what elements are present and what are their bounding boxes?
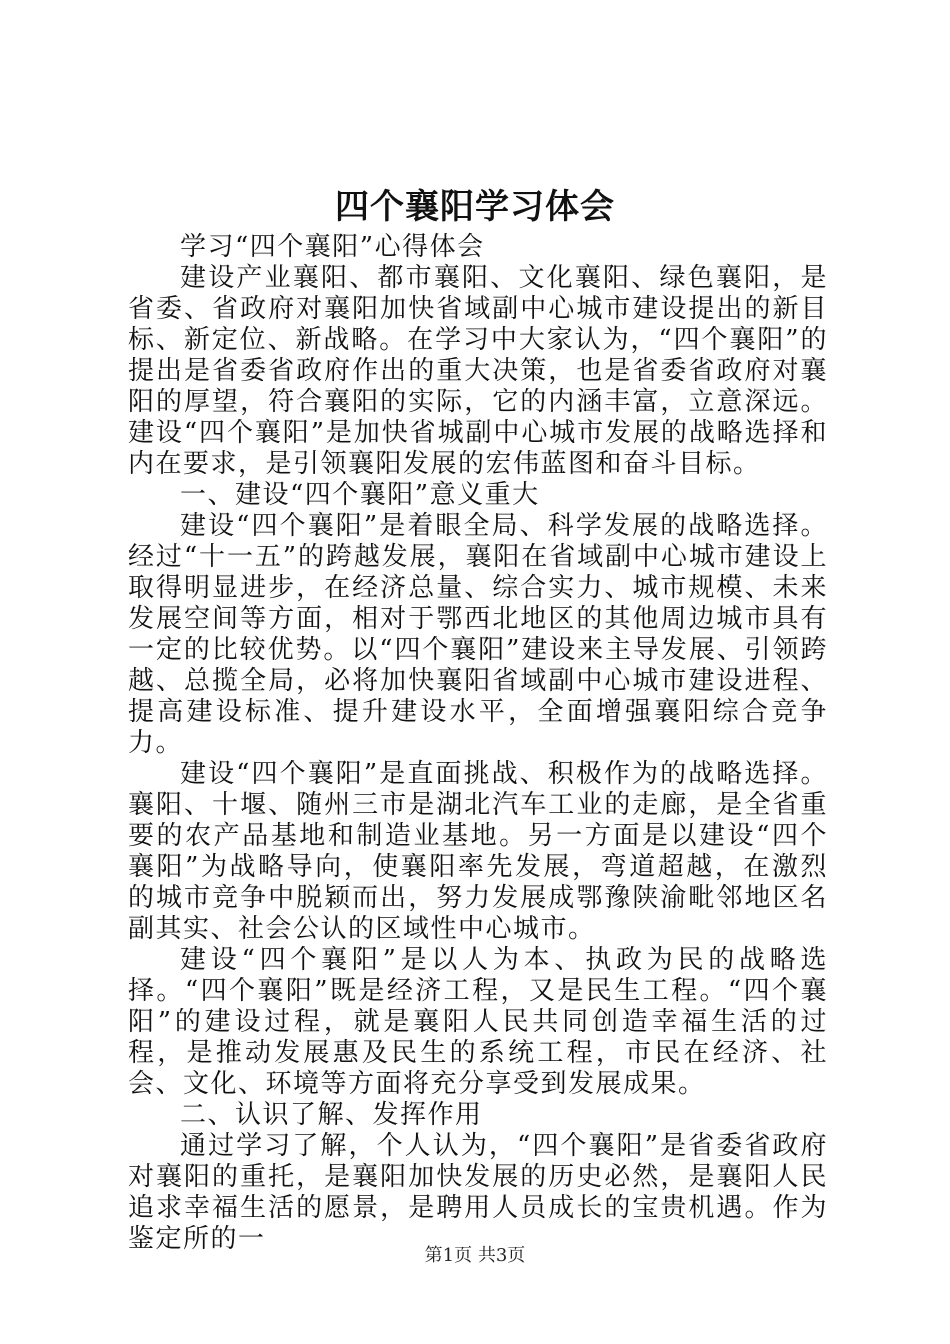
section-heading: 二、认识了解、发挥作用 xyxy=(180,1100,483,1130)
body-paragraph: 通过学习了解，个人认为，“四个襄阳”是省委省政府对襄阳的重托，是襄阳加快发展的历史必然，是襄阳人民追求幸福生活的愿景，是聘用人员成长的宝贵机遇。作为鉴定所的一 xyxy=(128,1131,828,1254)
document-body xyxy=(128,232,828,1255)
page-footer: 第1页 共3页 xyxy=(424,1245,526,1266)
body-paragraph: 建设“四个襄阳”是直面挑战、积极作为的战略选择。襄阳、十堰、随州三市是湖北汽车工业的走廊，是全省重要的农产品基地和制造业基地。另一方面是以建设“四个襄阳”为战略导向，使襄阳率先发展，弯道超越，在激烈的城市竞争中脱颖而出，努力发展成鄂豫陕渝毗邻地区名副其实、社会公认的区域性中心城市。 xyxy=(128,759,828,944)
body-paragraph: 建设产业襄阳、都市襄阳、文化襄阳、绿色襄阳，是省委、省政府对襄阳加快省域副中心城市建设提出的新目标、新定位、新战略。在学习中大家认为，“四个襄阳”的提出是省委省政府作出的重大决策，也是省委省政府对襄阳的厚望，符合襄阳的实际，它的内涵丰富，立意深远。建设“四个襄阳”是加快省城副中心城市发展的战略选择和内在要求，是引领襄阳发展的宏伟蓝图和奋斗目标。 xyxy=(128,263,828,479)
document-title: 四个襄阳学习体会 xyxy=(335,187,615,227)
body-paragraph: 建设“四个襄阳”是以人为本、执政为民的战略选择。“四个襄阳”既是经济工程，又是民生工程。“四个襄阳”的建设过程，就是襄阳人民共同创造幸福生活的过程，是推动发展惠及民生的系统工程，市民在经济、社会、文化、环境等方面将充分享受到发展成果。 xyxy=(128,945,828,1099)
subtitle-paragraph: 学习“四个襄阳”心得体会 xyxy=(180,232,485,262)
section-heading: 一、建设“四个襄阳”意义重大 xyxy=(180,480,540,510)
body-paragraph: 建设“四个襄阳”是着眼全局、科学发展的战略选择。经过“十一五”的跨越发展，襄阳在省域副中心城市建设上取得明显进步，在经济总量、综合实力、城市规模、未来发展空间等方面，相对于鄂西北地区的其他周边城市具有一定的比较优势。以“四个襄阳”建设来主导发展、引领跨越、总揽全局，必将加快襄阳省域副中心城市建设进程、提高建设标准、提升建设水平，全面增强襄阳综合竞争力。 xyxy=(128,511,828,758)
